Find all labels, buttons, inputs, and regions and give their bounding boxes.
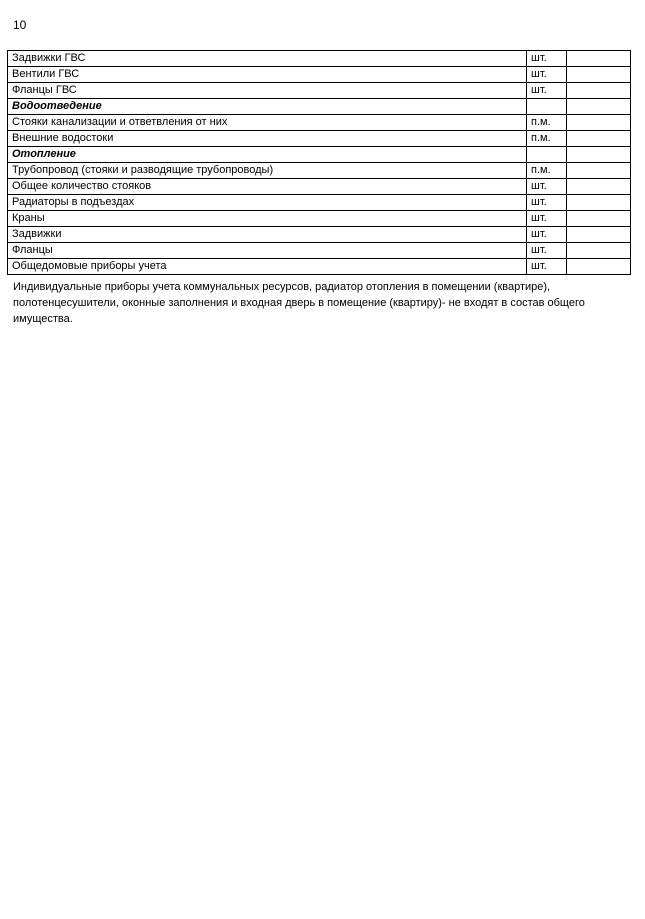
unit-cell: шт. (527, 211, 567, 227)
table-row (8, 131, 631, 147)
section-title: Отопление (8, 147, 527, 163)
unit-cell (527, 99, 567, 115)
item-name-cell: Фланцы ГВС (8, 83, 527, 99)
item-name-cell: Задвижки ГВС (8, 51, 527, 67)
quantity-cell (567, 163, 631, 179)
table-row (8, 243, 631, 259)
table-row (8, 195, 631, 211)
unit-cell: шт. (527, 67, 567, 83)
section-header-row (8, 147, 631, 163)
item-name-cell: Радиаторы в подъездах (8, 195, 527, 211)
quantity-cell (567, 179, 631, 195)
item-name-cell: Общедомовые приборы учета (8, 259, 527, 275)
quantity-cell (567, 147, 631, 163)
unit-cell: п.м. (527, 115, 567, 131)
unit-cell: шт. (527, 243, 567, 259)
item-name-cell: Внешние водостоки (8, 131, 527, 147)
item-name-cell: Краны (8, 211, 527, 227)
quantity-cell (567, 115, 631, 131)
unit-cell: п.м. (527, 131, 567, 147)
table-row (8, 163, 631, 179)
unit-cell: шт. (527, 259, 567, 275)
quantity-cell (567, 211, 631, 227)
unit-cell: п.м. (527, 163, 567, 179)
table-row (8, 227, 631, 243)
quantity-cell (567, 259, 631, 275)
item-name-cell: Стояки канализации и ответвления от них (8, 115, 527, 131)
unit-cell: шт. (527, 179, 567, 195)
quantity-cell (567, 67, 631, 83)
table-row (8, 83, 631, 99)
item-name-cell: Фланцы (8, 243, 527, 259)
item-name-cell: Трубопровод (стояки и разводящие трубопроводы) (8, 163, 527, 179)
item-name-cell: Задвижки (8, 227, 527, 243)
section-title: Водоотведение (8, 99, 527, 115)
unit-cell: шт. (527, 83, 567, 99)
footnote-text: Индивидуальные приборы учета коммунальных ресурсов, радиатор отопления в помещении (квартире), полотенцесушители, оконные заполнения и входная дверь в помещение (квартиру)- не входят в состав общего имущества. (13, 281, 585, 325)
table-row (8, 179, 631, 195)
unit-cell (527, 147, 567, 163)
table-row (8, 51, 631, 67)
table-row (8, 259, 631, 275)
table-row (8, 67, 631, 83)
quantity-cell (567, 227, 631, 243)
unit-cell: шт. (527, 51, 567, 67)
item-name-cell: Вентили ГВС (8, 67, 527, 83)
quantity-cell (567, 51, 631, 67)
page-number: 10 (13, 18, 27, 32)
quantity-cell (567, 83, 631, 99)
table-row (8, 211, 631, 227)
unit-cell: шт. (527, 195, 567, 211)
unit-cell: шт. (527, 227, 567, 243)
section-header-row (8, 99, 631, 115)
quantity-cell (567, 243, 631, 259)
property-items-table (7, 50, 631, 275)
item-name-cell: Общее количество стояков (8, 179, 527, 195)
quantity-cell (567, 99, 631, 115)
quantity-cell (567, 131, 631, 147)
quantity-cell (567, 195, 631, 211)
table-row (8, 115, 631, 131)
table-body (8, 51, 631, 275)
